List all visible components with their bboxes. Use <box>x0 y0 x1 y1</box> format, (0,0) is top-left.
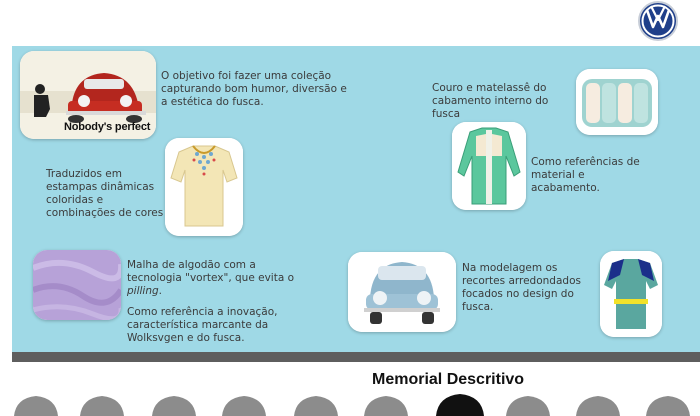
fabric-text-1: Malha de algodão com a tecnologia "vortex", que evita o <box>127 259 295 284</box>
modeling-text: Na modelagem os recortes arredondados focados no design do fusca. <box>462 262 581 313</box>
leather-text: Couro e matelassê do cabamento interno do fusca <box>432 82 549 120</box>
vw-logo-icon <box>632 0 684 42</box>
beetle-silhouette-row <box>0 392 700 416</box>
fabric-text-em: pilling <box>127 285 159 297</box>
fabric-paragraph-2: Como referência a inovação, característica marcante da Wolksvgen e do fusca. <box>127 306 278 344</box>
modeling-shirt-image <box>600 251 662 337</box>
jacket-image <box>452 122 526 210</box>
blue-beetle-image <box>348 252 456 332</box>
intro-text: O objetivo foi fazer uma coleção capturando bom humor, diversão e a estética do fusca. <box>161 70 347 108</box>
material-text: Como referências de material e acabamento. <box>531 156 640 194</box>
beetle-silhouette-highlight-icon <box>436 394 484 416</box>
beetle-silhouette-icon <box>14 396 690 416</box>
printed-shirt-image <box>165 138 243 236</box>
fabric-text-end: . <box>158 285 162 297</box>
footer-title: Memorial Descritivo <box>372 371 525 388</box>
ad-caption: Nobody's perfect <box>64 121 151 133</box>
fabric-image <box>33 250 121 320</box>
fabric-text <box>127 259 302 345</box>
fabric-paragraph-1 <box>127 259 302 298</box>
prints-text: Traduzidos em estampas dinâmicas coloridas e combinações de cores <box>46 168 164 219</box>
car-interior-image <box>576 69 658 135</box>
section-divider <box>12 352 700 362</box>
